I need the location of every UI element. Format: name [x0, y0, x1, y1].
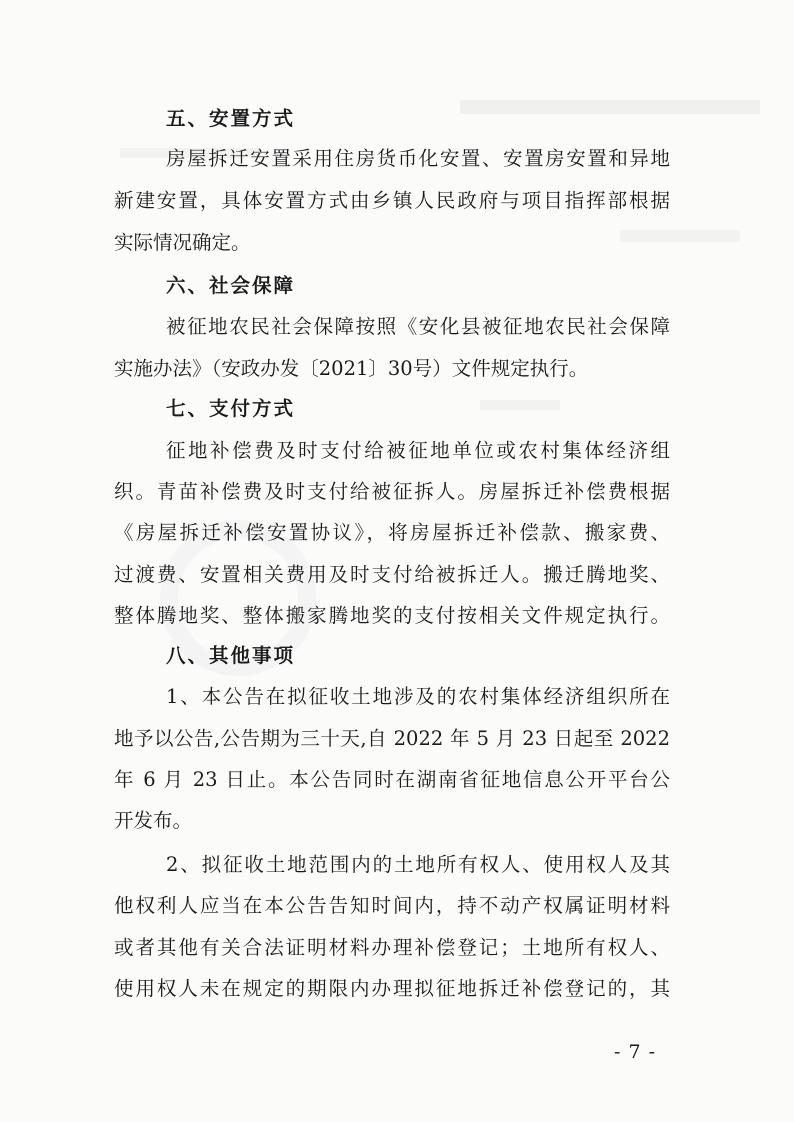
- paragraph-line: 征地补偿费及时支付给被征地单位或农村集体经济组: [166, 439, 670, 462]
- bleed-through-mark: [480, 400, 560, 410]
- paragraph-line: 房屋拆迁安置采用住房货币化安置、安置房安置和异地: [166, 147, 670, 170]
- paragraph-line: 1、本公告在拟征收土地涉及的农村集体经济组织所在: [166, 685, 670, 708]
- paragraph-line: 过渡费、安置相关费用及时支付给被拆迁人。搬迁腾地奖、: [114, 563, 670, 586]
- paragraph-line: 《房屋拆迁补偿安置协议》，将房屋拆迁补偿款、搬家费、: [114, 521, 670, 544]
- paragraph-line: 开发布。: [114, 809, 193, 832]
- paragraph-line: 年 6 月 23 日止。本公告同时在湖南省征地信息公开平台公: [114, 768, 670, 791]
- section-heading-payment: 七、支付方式: [166, 397, 296, 420]
- paragraph-line: 地予以公告,公告期为三十天,自 2022 年 5 月 23 日起至 2022: [114, 727, 670, 750]
- paragraph-line: 被征地农民社会保障按照《安化县被征地农民社会保障: [166, 315, 670, 338]
- paragraph-line: 他权利人应当在本公告告知时间内，持不动产权属证明材料: [114, 894, 670, 917]
- paragraph-line: 织。青苗补偿费及时支付给被征拆人。房屋拆迁补偿费根据: [114, 480, 670, 503]
- section-heading-other-matters: 八、其他事项: [166, 644, 296, 667]
- paragraph-line: 2、拟征收土地范围内的土地所有权人、使用权人及其: [166, 853, 670, 876]
- paragraph-line: 新建安置，具体安置方式由乡镇人民政府与项目指挥部根据: [114, 189, 670, 212]
- paragraph-line: 使用权人未在规定的期限内办理拟征地拆迁补偿登记的，其: [114, 977, 670, 1000]
- paragraph-line: 实施办法》（安政办发〔2021〕30号）文件规定执行。: [114, 357, 589, 380]
- paragraph-line: 或者其他有关合法证明材料办理补偿登记；土地所有权人、: [114, 936, 670, 959]
- page-number: - 7 -: [614, 1041, 657, 1063]
- paragraph-line: 整体腾地奖、整体搬家腾地奖的支付按相关文件规定执行。: [114, 604, 670, 627]
- section-heading-social-security: 六、社会保障: [166, 274, 296, 297]
- section-heading-resettlement: 五、安置方式: [166, 107, 296, 130]
- bleed-through-mark: [460, 100, 760, 114]
- paragraph-line: 实际情况确定。: [114, 231, 251, 254]
